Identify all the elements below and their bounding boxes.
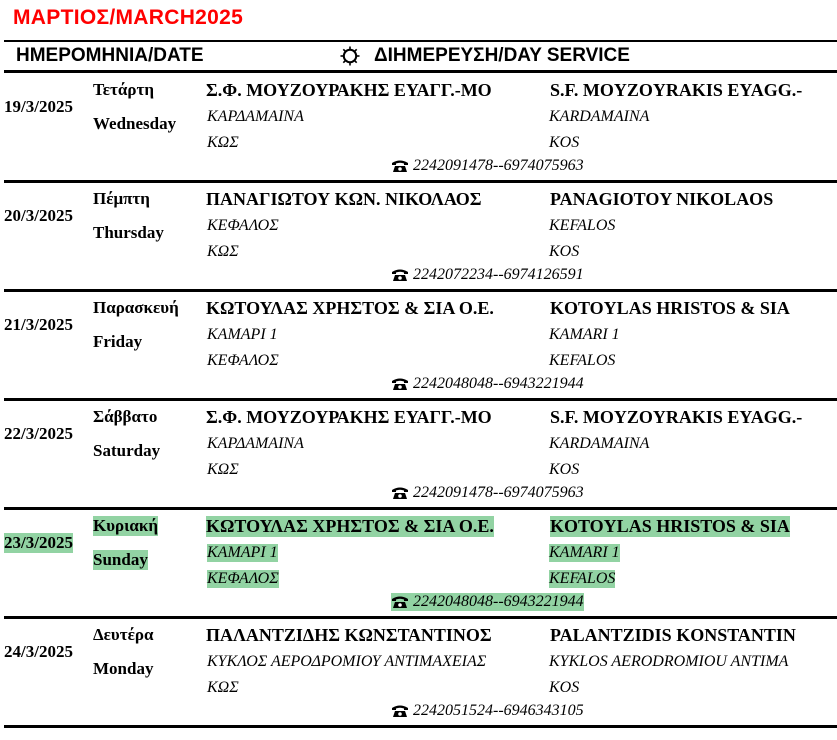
row-divider — [4, 616, 837, 619]
city-english: KOS — [549, 134, 580, 151]
telephone-icon — [391, 595, 409, 609]
pharmacy-name-greek: ΚΩΤΟΥΛΑΣ ΧΡΗΣΤΟΣ & ΣΙΑ Ο.Ε. — [206, 516, 494, 536]
city-greek: ΚΩΣ — [207, 243, 239, 260]
row-divider — [4, 398, 837, 401]
entry-day-english: Saturday — [93, 441, 161, 460]
entry-date: 19/3/2025 — [4, 97, 73, 116]
phone-number: 2242048048--6943221944 — [413, 375, 584, 392]
address-greek: ΚΑΜΑΡΙ 1 — [207, 326, 278, 343]
schedule-entry — [0, 189, 837, 299]
entry-day-english: Friday — [93, 332, 143, 351]
header-bottom-rule — [4, 70, 837, 73]
phone-line — [391, 484, 584, 502]
entry-day-greek: Παρασκευή — [93, 298, 179, 317]
city-english: KEFALOS — [549, 352, 616, 369]
city-english: KOS — [549, 679, 580, 696]
entry-day-english: Wednesday — [93, 114, 177, 133]
address-greek: ΚΕΦΑΛΟΣ — [207, 217, 279, 234]
schedule-entry — [0, 80, 837, 190]
address-english: KAMARI 1 — [549, 544, 620, 561]
address-english: KAMARI 1 — [549, 326, 620, 343]
schedule-entry — [0, 407, 837, 517]
table-header — [4, 42, 837, 70]
city-greek: ΚΩΣ — [207, 679, 239, 696]
entry-date: 24/3/2025 — [4, 642, 73, 661]
phone-line — [391, 266, 584, 284]
entry-date: 23/3/2025 — [4, 533, 73, 552]
pharmacy-name-greek: Σ.Φ. ΜΟΥΖΟΥΡΑΚΗΣ ΕΥΑΓΓ.-ΜΟ — [206, 80, 492, 100]
entry-day-greek: Δευτέρα — [93, 625, 154, 644]
entry-day-greek: Τετάρτη — [93, 80, 154, 99]
phone-line — [391, 375, 584, 393]
entry-date: 21/3/2025 — [4, 315, 73, 334]
pharmacy-name-english: KOTOYLAS HRISTOS & SIA — [550, 516, 790, 536]
address-english: KEFALOS — [549, 217, 616, 234]
telephone-icon — [391, 268, 409, 282]
telephone-icon — [391, 704, 409, 718]
pharmacy-name-english: S.F. MOYZOYRAKIS EYAGG.- — [550, 407, 803, 427]
pharmacy-name-english: PANAGIOTOY NIKOLAOS — [550, 189, 774, 209]
entry-date: 20/3/2025 — [4, 206, 73, 225]
entry-date: 22/3/2025 — [4, 424, 73, 443]
city-greek: ΚΩΣ — [207, 461, 239, 478]
city-greek: ΚΕΦΑΛΟΣ — [207, 570, 279, 587]
city-greek: ΚΩΣ — [207, 134, 239, 151]
entry-day-greek: Κυριακή — [93, 516, 158, 535]
address-greek: ΚΥΚΛΟΣ ΑΕΡΟΔΡΟΜΙΟΥ ΑΝΤΙΜΑΧΕΙΑΣ — [207, 653, 487, 670]
city-english: KOS — [549, 461, 580, 478]
phone-number: 2242091478--6974075963 — [413, 484, 584, 501]
sun-icon — [340, 46, 360, 66]
header-service-label: ΔΙΗΜΕΡΕΥΣΗ/DAY SERVICE — [374, 45, 630, 66]
phone-number: 2242091478--6974075963 — [413, 157, 584, 174]
address-english: KYKLOS AERODROMIOU ANTIMA — [549, 653, 789, 670]
header-service — [340, 45, 630, 67]
header-date-label: ΗΜΕΡΟΜΗΝΙΑ/DATE — [16, 45, 204, 66]
address-english: KARDAMAINA — [549, 108, 650, 125]
telephone-icon — [391, 159, 409, 173]
city-english: KOS — [549, 243, 580, 260]
schedule-entry — [0, 625, 837, 735]
entry-day-english: Sunday — [93, 550, 148, 569]
phone-line — [391, 593, 584, 611]
entry-day-english: Thursday — [93, 223, 164, 242]
phone-number: 2242048048--6943221944 — [413, 593, 584, 610]
row-divider — [4, 725, 837, 728]
schedule-entry — [0, 298, 837, 408]
row-divider — [4, 507, 837, 510]
pharmacy-name-english: KOTOYLAS HRISTOS & SIA — [550, 298, 790, 318]
phone-number: 2242072234--6974126591 — [413, 266, 584, 283]
month-title: ΜΑΡΤΙΟΣ/MARCH2025 — [13, 6, 244, 29]
phone-line — [391, 702, 584, 720]
pharmacy-name-english: S.F. MOYZOYRAKIS EYAGG.- — [550, 80, 803, 100]
pharmacy-name-english: PALANTZIDIS KONSTANTIN — [550, 625, 796, 645]
address-greek: ΚΑΡΔΑΜΑΙΝΑ — [207, 435, 304, 452]
entry-day-greek: Σάββατο — [93, 407, 158, 426]
telephone-icon — [391, 486, 409, 500]
pharmacy-name-greek: ΠΑΛΑΝΤΖΙΔΗΣ ΚΩΝΣΤΑΝΤΙΝΟΣ — [206, 625, 492, 645]
address-greek: ΚΑΜΑΡΙ 1 — [207, 544, 278, 561]
telephone-icon — [391, 377, 409, 391]
pharmacy-name-greek: ΚΩΤΟΥΛΑΣ ΧΡΗΣΤΟΣ & ΣΙΑ Ο.Ε. — [206, 298, 494, 318]
phone-number: 2242051524--6946343105 — [413, 702, 584, 719]
pharmacy-name-greek: Σ.Φ. ΜΟΥΖΟΥΡΑΚΗΣ ΕΥΑΓΓ.-ΜΟ — [206, 407, 492, 427]
address-greek: ΚΑΡΔΑΜΑΙΝΑ — [207, 108, 304, 125]
row-divider — [4, 180, 837, 183]
schedule-entry — [0, 516, 837, 626]
address-english: KARDAMAINA — [549, 435, 650, 452]
city-greek: ΚΕΦΑΛΟΣ — [207, 352, 279, 369]
entry-day-english: Monday — [93, 659, 154, 678]
entry-day-greek: Πέμπτη — [93, 189, 150, 208]
city-english: KEFALOS — [549, 570, 616, 587]
pharmacy-name-greek: ΠΑΝΑΓΙΩΤΟΥ ΚΩΝ. ΝΙΚΟΛΑΟΣ — [206, 189, 482, 209]
phone-line — [391, 157, 584, 175]
row-divider — [4, 289, 837, 292]
